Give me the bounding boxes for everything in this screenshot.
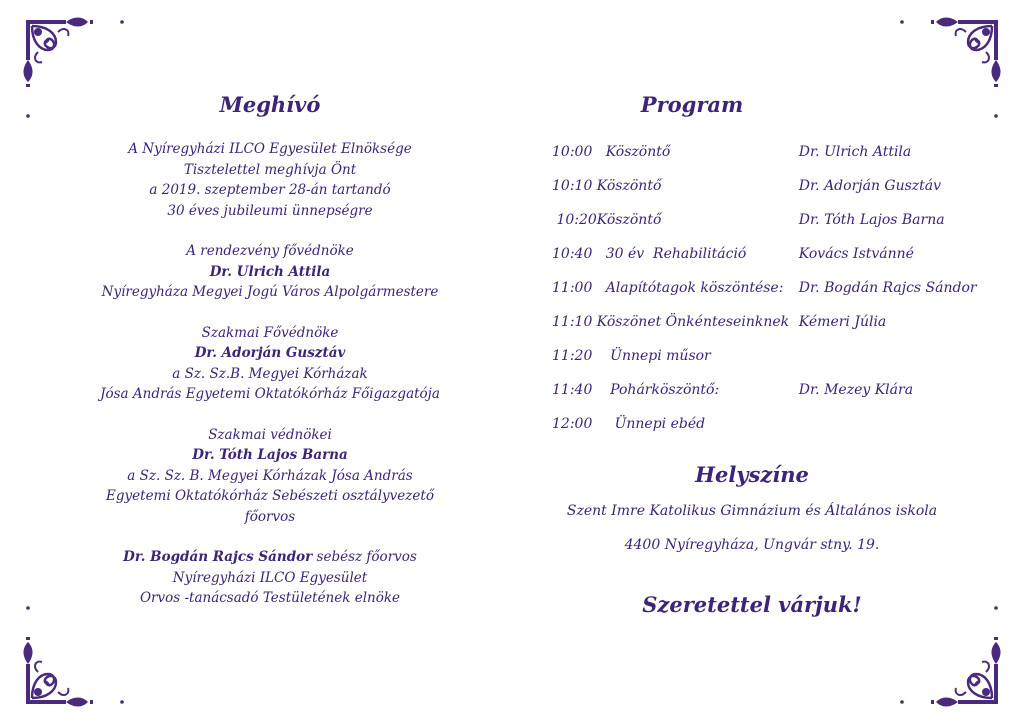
chair-line: [80, 547, 460, 568]
program-time: 10:20: [552, 212, 597, 228]
intro-line: 30 éves jubileumi ünnepségre: [167, 202, 373, 219]
pro-patron-role: a Sz. Sz.B. Megyei Kórházak: [172, 365, 368, 382]
intro-line: a 2019. szeptember 28-án tartandó: [149, 182, 391, 198]
invitation-section: [80, 92, 460, 609]
program-person: [799, 407, 979, 441]
program-row: [552, 373, 979, 407]
chair-title: sebész főorvos: [312, 549, 417, 565]
program-event: Köszöntő: [596, 144, 671, 160]
program-time: 11:40: [552, 382, 593, 398]
program-event: Ünnepi ebéd: [596, 416, 706, 432]
program-person: Dr. Mezey Klára: [798, 382, 914, 398]
pro-sponsor-name: Dr. Tóth Lajos Barna: [192, 447, 348, 463]
pro-patron-name: Dr. Adorján Gusztáv: [194, 345, 346, 361]
program-person: Dr. Ulrich Attila: [798, 144, 912, 160]
program-person: Kémeri Júlia: [798, 314, 887, 330]
closing-line: Szeretettel várjuk!: [642, 592, 862, 617]
pro-patron-label: Szakmai Fővédnöke: [201, 324, 339, 341]
program-person: Dr. Tóth Lajos Barna: [798, 212, 945, 228]
pro-sponsor-role: a Sz. Sz. B. Megyei Kórházak Jósa András: [127, 467, 413, 484]
program-event: Köszöntő: [596, 178, 662, 194]
program-time: 10:10: [552, 178, 593, 194]
invitation-title: Meghívó: [219, 92, 321, 117]
program-time: 11:00: [552, 280, 593, 296]
program-person: Kovács Istvánné: [798, 246, 914, 262]
venue-address: 4400 Nyíregyháza, Ungvár stny. 19.: [624, 537, 880, 553]
patron-role: Nyíregyháza Megyei Jogú Város Alpolgármestere: [101, 284, 439, 300]
pro-sponsor-role: Egyetemi Oktatókórház Sebészeti osztályvezető főorvos: [106, 488, 434, 525]
ornament-icon: [18, 602, 128, 712]
program-person: [799, 339, 979, 373]
program-row: [552, 407, 979, 441]
venue-name: Szent Imre Katolikus Gimnázium és Általános iskola: [566, 503, 938, 519]
pro-sponsors-label: Szakmai védnökei: [208, 426, 332, 443]
program-event: Ünnepi műsor: [596, 348, 711, 364]
program-row: [552, 135, 979, 169]
program-row: [552, 271, 979, 305]
program-row: [552, 203, 979, 237]
program-time: 11:10: [552, 314, 593, 330]
program-time: 10:00: [552, 144, 593, 160]
corner-ornament-bottom-right: [896, 602, 1006, 712]
program-time: 10:40: [552, 246, 593, 262]
program-person: Dr. Adorján Gusztáv: [798, 178, 942, 194]
pro-patron-role: Jósa András Egyetemi Oktatókórház Főigazgatója: [100, 386, 440, 402]
program-event: Köszönet Önkénteseinknek: [596, 314, 790, 330]
chair-role: Nyíregyházi ILCO Egyesület: [172, 569, 368, 586]
patron-name: Dr. Ulrich Attila: [209, 263, 331, 280]
program-section: [552, 92, 972, 117]
program-table: [552, 135, 979, 441]
ornament-icon: [896, 602, 1006, 712]
program-row: [552, 305, 979, 339]
program-person: Dr. Bogdán Rajcs Sándor: [798, 280, 977, 296]
intro-line: Tisztelettel meghívja Önt: [183, 161, 357, 178]
patron-label: A rendezvény fővédnöke: [186, 243, 354, 259]
chair-role: Orvos -tanácsadó Testületének elnöke: [139, 590, 401, 606]
program-event: Pohárköszöntő:: [596, 382, 720, 398]
chair-name: Dr. Bogdán Rajcs Sándor: [123, 549, 313, 565]
intro-line: A Nyíregyházi ILCO Egyesület Elnöksége: [128, 141, 412, 157]
program-row: [552, 169, 979, 203]
program-event: Köszöntő: [596, 212, 662, 228]
program-title: Program: [640, 92, 744, 117]
venue-title: Helyszíne: [695, 462, 809, 487]
corner-ornament-bottom-left: [18, 602, 128, 712]
program-row: [552, 339, 979, 373]
program-event: 30 év Rehabilitáció: [596, 246, 747, 262]
program-time: 12:00: [552, 416, 593, 432]
program-row: [552, 237, 979, 271]
program-event: Alapítótagok köszöntése:: [596, 280, 784, 296]
program-time: 11:20: [552, 348, 593, 364]
